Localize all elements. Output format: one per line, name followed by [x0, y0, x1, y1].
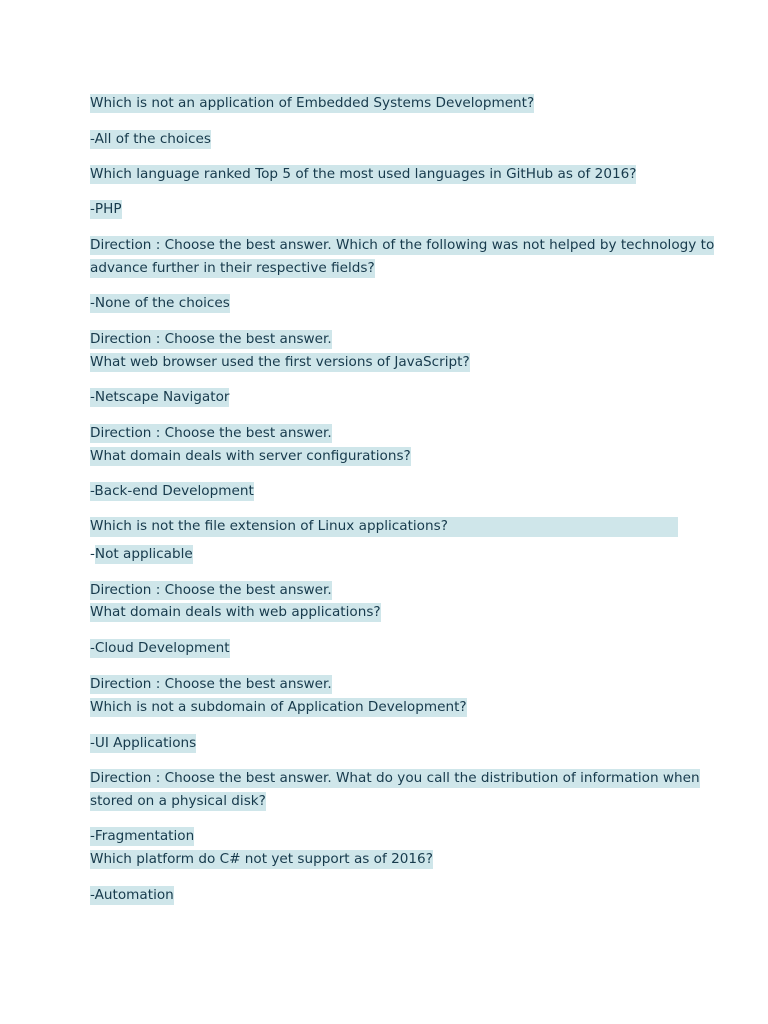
question-line: [90, 768, 700, 789]
answer-text: -All of the choices: [90, 131, 211, 147]
answer-line: [90, 129, 211, 150]
direction-text: Direction : Choose the best answer.: [90, 331, 332, 347]
answer-line: [90, 387, 229, 408]
answer-text: -PHP: [90, 201, 122, 217]
direction-line: [90, 580, 332, 601]
answer-text: -Back-end Development: [90, 483, 254, 499]
answer-text: -Automation: [90, 887, 174, 903]
question-line: [90, 446, 411, 467]
question-text: Which is not the file extension of Linux applications?: [90, 518, 448, 534]
question-line: [90, 235, 714, 256]
answer-line: [90, 638, 230, 659]
question-text: What domain deals with server configurations?: [90, 448, 411, 464]
answer-text: -UI Applications: [90, 735, 197, 751]
question-line-continued: [90, 791, 266, 812]
answer-text: Not applicable: [94, 546, 193, 562]
question-line: [90, 352, 470, 373]
answer-dash: -: [90, 546, 95, 562]
question-text: Which language ranked Top 5 of the most used languages in GitHub as of 2016?: [90, 166, 637, 182]
question-text: advance further in their respective fields?: [90, 260, 375, 276]
answer-line: [90, 293, 230, 314]
answer-line: [90, 544, 193, 565]
question-text: What domain deals with web applications?: [90, 604, 381, 620]
direction-text: Direction : Choose the best answer.: [90, 582, 332, 598]
answer-text: -Cloud Development: [90, 640, 230, 656]
answer-line: [90, 481, 254, 502]
direction-line: [90, 423, 332, 444]
direction-line: [90, 329, 332, 350]
answer-text: -Fragmentation: [90, 828, 195, 844]
question-line: [90, 849, 433, 870]
direction-line: [90, 674, 332, 695]
answer-text: -None of the choices: [90, 295, 230, 311]
answer-text: -Netscape Navigator: [90, 389, 230, 405]
question-line: [90, 697, 467, 718]
question-text: What web browser used the first versions of JavaScript?: [90, 354, 470, 370]
question-text: Which is not an application of Embedded Systems Development?: [90, 95, 535, 111]
question-text: Direction : Choose the best answer. What do you call the distribution of information when: [90, 770, 700, 786]
answer-line: [90, 826, 194, 847]
question-line: [90, 93, 534, 114]
question-text: Direction : Choose the best answer. Which of the following was not helped by technology to: [90, 237, 715, 253]
answer-line: [90, 885, 174, 906]
answer-line: [90, 733, 196, 754]
question-text: Which platform do C# not yet support as of 2016?: [90, 851, 433, 867]
question-text: stored on a physical disk?: [90, 793, 266, 809]
question-line: [90, 602, 381, 623]
answer-line: [90, 199, 122, 220]
direction-text: Direction : Choose the best answer.: [90, 676, 332, 692]
question-line: [90, 164, 636, 185]
question-line-continued: [90, 258, 375, 279]
direction-text: Direction : Choose the best answer.: [90, 425, 332, 441]
question-line: [90, 516, 448, 537]
question-text: Which is not a subdomain of Application Development?: [90, 699, 467, 715]
